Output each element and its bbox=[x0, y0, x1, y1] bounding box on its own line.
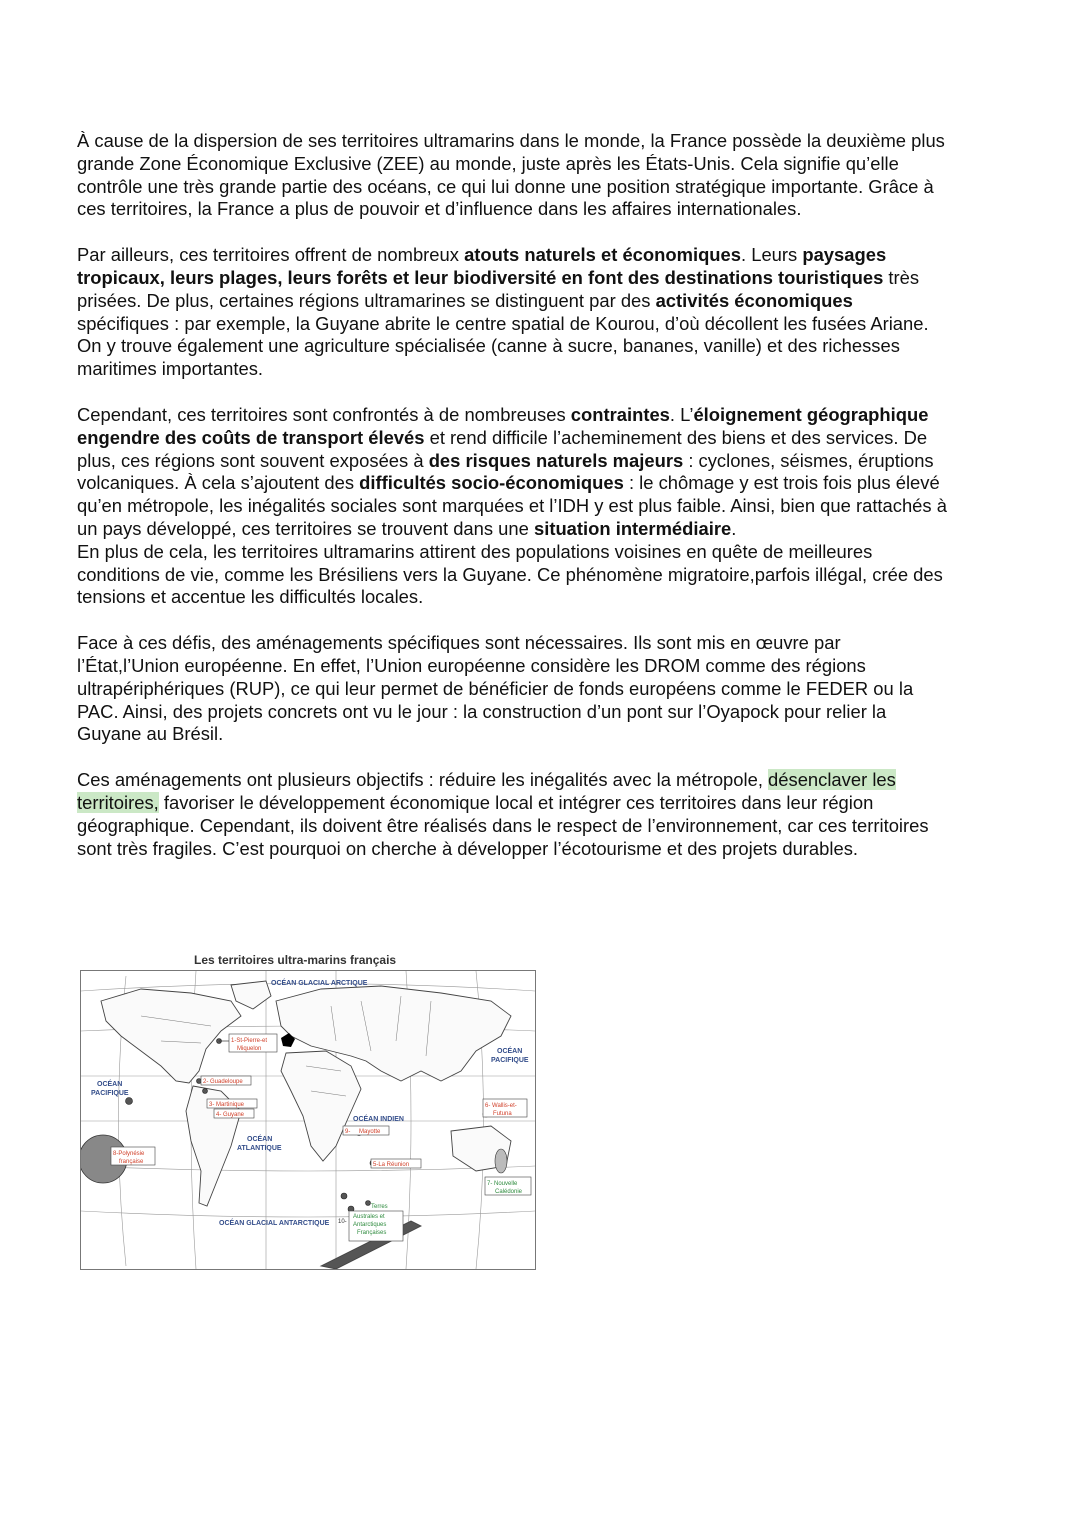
text-run: : cyclones, séismes, éruptions volcaniques. À cela s’ajoutent des bbox=[77, 449, 934, 494]
bold-run: activités économiques bbox=[655, 289, 853, 311]
paragraph-objectifs bbox=[77, 769, 947, 860]
paragraph-contraintes bbox=[77, 404, 947, 541]
ocean-pacific-left-label-2: PACIFIQUE bbox=[91, 1090, 129, 1097]
ocean-atlantic-label-2: ATLANTIQUE bbox=[237, 1145, 282, 1152]
text-run: . Leurs bbox=[741, 244, 803, 266]
label-number-10: 10- bbox=[338, 1219, 347, 1225]
text-run: et rend difficile l’acheminement des biens et des services. De plus, ces régions sont souvent exposées à bbox=[77, 426, 928, 471]
bold-run: paysages tropicaux, leurs plages, leurs forêts et leur biodiversité en font des destinations touristiques bbox=[77, 244, 887, 288]
paragraph-atouts bbox=[77, 244, 947, 381]
label-polynesie: 8-Polynésie bbox=[113, 1151, 145, 1157]
text-run: très prisées. De plus, certaines régions ultramarines se distinguent par des bbox=[77, 266, 920, 311]
label-guadeloupe: 2- Guadeloupe bbox=[203, 1079, 243, 1085]
label-francaises: Françaises bbox=[357, 1230, 387, 1236]
ocean-pacific-left-label: OCÉAN bbox=[97, 1081, 123, 1088]
paragraph-migration: En plus de cela, les territoires ultramarins attirent des populations voisines en quête de meilleures conditions de vie, comme les Brésiliens vers la Guyane. Ce phénomène migratoire,parfois illégal, crée des tensions et accentue les difficultés locales. bbox=[77, 540, 943, 608]
text-run: Par ailleurs, ces territoires offrent de nombreux bbox=[77, 244, 465, 266]
label-miquelon: Miquelon bbox=[237, 1046, 262, 1052]
label-caledonie: Calédonie bbox=[495, 1189, 523, 1195]
bold-run: contraintes bbox=[570, 403, 670, 425]
text-run: : le chômage y est trois fois plus élevé qu’en métropole, les inégalités sociales sont marquées et l’IDH y est plus faible. Ainsi, bien que rattachés à un pays développé, ces territoires se trouvent dans une bbox=[77, 472, 947, 539]
label-francaise: française bbox=[119, 1159, 144, 1165]
bold-run: éloignement géographique engendre des coûts de transport élevés bbox=[77, 403, 929, 448]
label-number-9: 9- bbox=[345, 1129, 351, 1135]
label-st-pierre: 1-St-Pierre-et bbox=[231, 1038, 268, 1044]
bold-run: des risques naturels majeurs bbox=[428, 449, 684, 471]
ocean-arctic-label: OCÉAN GLACIAL ARCTIQUE bbox=[271, 980, 368, 987]
text-run: . L’ bbox=[669, 403, 694, 425]
ocean-antarctic-label: OCÉAN GLACIAL ANTARCTIQUE bbox=[219, 1220, 330, 1227]
label-wallis: 6- Wallis-et- bbox=[485, 1103, 517, 1109]
text-run: Ces aménagements ont plusieurs objectifs : réduire les inégalités avec la métropole, bbox=[77, 769, 769, 791]
world-map bbox=[81, 971, 535, 1269]
label-nouvelle: 7- Nouvelle bbox=[487, 1181, 518, 1187]
nouvelle-caledonie-zone bbox=[495, 1149, 507, 1173]
text-run: favoriser le développement économique local et intégrer ces territoires dans leur région géographique. Cependant, ils doivent être réalisés dans le respect de l’environnement, car ces territoires sont très fragiles. C’est pourquoi on cherche à développer l’écotourisme et des projets durables. bbox=[77, 791, 929, 859]
label-antarctiques: Antarctiques bbox=[353, 1222, 387, 1228]
ocean-pacific-right-label: OCÉAN bbox=[497, 1048, 523, 1055]
label-terres: Terres bbox=[371, 1204, 388, 1210]
label-futuna: Futuna bbox=[493, 1111, 512, 1117]
bold-run: atouts naturels et économiques bbox=[464, 244, 741, 266]
document-body bbox=[77, 130, 947, 883]
bold-run: difficultés socio-économiques bbox=[359, 472, 624, 494]
label-martinique: 3- Martinique bbox=[209, 1102, 245, 1108]
map-title: Les territoires ultra-marins français bbox=[194, 953, 397, 967]
label-mayotte: Mayotte bbox=[359, 1129, 381, 1135]
highlighted-text: désenclaver les territoires, bbox=[77, 769, 896, 813]
text-run: . bbox=[731, 517, 737, 539]
label-la-reunion: 5-La Réunion bbox=[373, 1162, 410, 1168]
paragraph-zee: À cause de la dispersion de ses territoires ultramarins dans le monde, la France possède la deuxième plus grande Zone Économique Exclusive (ZEE) au monde, juste après les États-Unis. Cela signifie qu’elle contrôle une très grande partie des océans, ce qui lui donne une position stratégique importante. Grâce à ces territoires, la France a plus de pouvoir et d’influence dans les affaires internationales. bbox=[77, 130, 945, 220]
text-run: Cependant, ces territoires sont confrontés à de nombreuses bbox=[77, 403, 571, 425]
africa bbox=[281, 1051, 361, 1161]
ocean-atlantic-label: OCÉAN bbox=[247, 1136, 273, 1143]
ocean-pacific-right-label-2: PACIFIQUE bbox=[491, 1057, 529, 1064]
ocean-indian-label: OCÉAN INDIEN bbox=[353, 1116, 404, 1123]
paragraph-amenagements: Face à ces défis, des aménagements spécifiques sont nécessaires. Ils sont mis en œuvre par l’État,l’Union européenne. En effet, l’Union européenne considère les DROM comme des régions ultrapériphériques (RUP), ce qui leur permet de bénéficier de fonds européens comme le FEDER ou la PAC. Ainsi, des projets concrets ont vu le jour : la construction d’un pont sur l’Oyapock pour relier la Guyane au Brésil. bbox=[77, 632, 914, 745]
label-guyane: 4- Guyane bbox=[216, 1112, 245, 1118]
north-america bbox=[101, 989, 241, 1083]
greenland bbox=[231, 981, 271, 1009]
text-run: spécifiques : par exemple, la Guyane abrite le centre spatial de Kourou, d’où décollent les fusées Ariane. On y trouve également une agriculture spécialisée (canne à sucre, bananes, vanille) et des richesses maritimes importantes. bbox=[77, 312, 929, 380]
bold-run: situation intermédiaire bbox=[533, 517, 732, 539]
world-map-figure bbox=[80, 970, 536, 1270]
label-australes: Australes et bbox=[353, 1214, 385, 1220]
